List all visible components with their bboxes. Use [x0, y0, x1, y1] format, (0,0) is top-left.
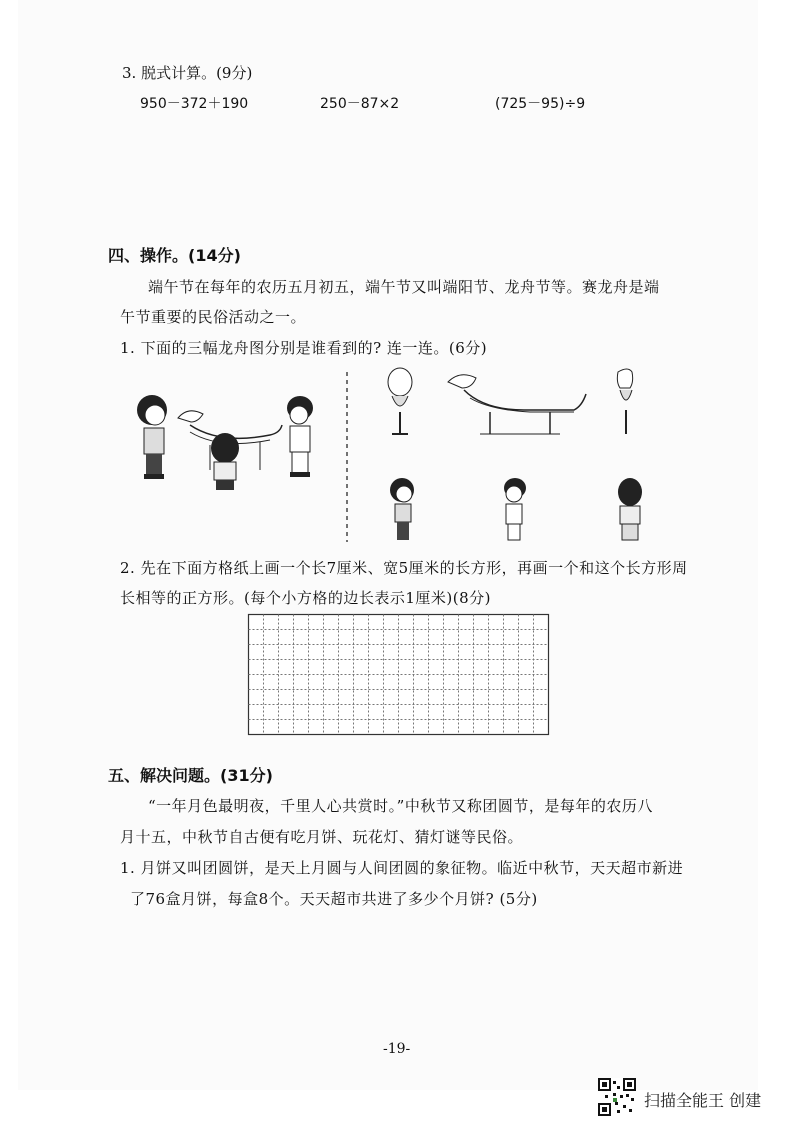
section4-q1: 1. 下面的三幅龙舟图分别是谁看到的? 连一连。(6分): [120, 339, 488, 357]
watermark-text: 扫描全能王 创建: [644, 1091, 762, 1110]
section5-intro-line1: “一年月色最明夜，千里人心共赏时。”中秋节又称团圆节，是每年的农历八: [148, 797, 653, 815]
page-number: -19-: [383, 1041, 411, 1057]
section4-intro-line2: 午节重要的民俗活动之一。: [120, 308, 307, 326]
boat-side-view-icon: [448, 375, 586, 434]
dragon-boat-scene-illustration: [120, 370, 330, 490]
expression-1: 950－372＋190: [140, 96, 249, 112]
dashed-divider: [345, 372, 349, 542]
part3-heading: 3. 脱式计算。(9分): [122, 64, 253, 82]
section5-intro-line2: 月十五，中秋节自古便有吃月饼、玩花灯、猜灯谜等民俗。: [120, 828, 524, 846]
expression-3: (725－95)÷9: [495, 96, 586, 112]
girl-figure: [390, 478, 414, 540]
section5-q1-line1: 1. 月饼又叫团圆饼，是天上月圆与人间团圆的象征物。临近中秋节，天天超市新进: [120, 859, 684, 877]
boy-figure: [504, 478, 526, 540]
section5-q1-line2: 了76盒月饼，每盒8个。天天超市共进了多少个月饼? (5分): [130, 890, 538, 908]
worksheet-page: [18, 0, 758, 1090]
boy-back-figure: [618, 478, 642, 540]
boat-views-illustration: [380, 362, 660, 442]
section4-q2-line1: 2. 先在下面方格纸上画一个长7厘米、宽5厘米的长方形，再画一个和这个长方形周: [120, 559, 688, 577]
qr-code-icon: [598, 1078, 636, 1116]
expression-2: 250－87×2: [320, 96, 400, 112]
boy-figure: [287, 396, 313, 477]
boy-back-figure: [211, 433, 239, 490]
section4-q2-line2: 长相等的正方形。(每个小方格的边长表示1厘米)(8分): [120, 589, 491, 607]
grid-paper[interactable]: [248, 614, 548, 739]
section4-intro-line1: 端午节在每年的农历五月初五，端午节又叫端阳节、龙舟节等。赛龙舟是端: [148, 278, 660, 296]
boat-front-view-icon: [388, 368, 412, 434]
boat-back-view-icon: [617, 369, 632, 434]
girl-figure: [137, 395, 167, 479]
section5-title: 五、解决问题。(31分): [108, 766, 273, 785]
children-illustration: [380, 476, 660, 542]
section4-title: 四、操作。(14分): [108, 246, 241, 265]
